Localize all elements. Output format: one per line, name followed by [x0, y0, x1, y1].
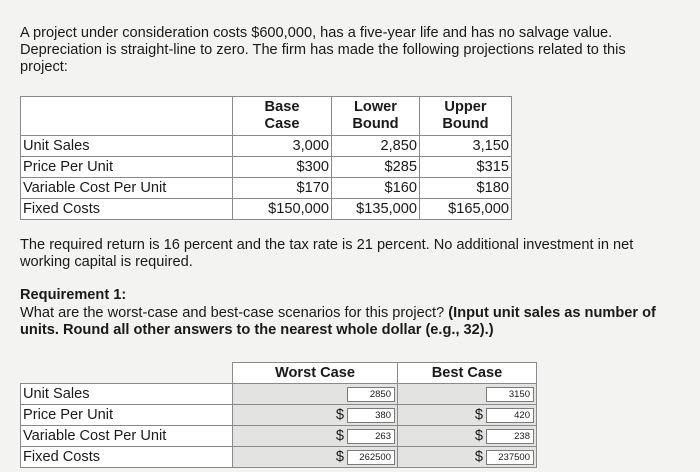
best-fixed-costs-input[interactable]: 237500 [486, 450, 534, 465]
requirement-question [20, 305, 660, 339]
best-unit-sales-input[interactable]: 3150 [486, 387, 534, 402]
currency-symbol: $ [335, 428, 344, 444]
answer-row-label: Fixed Costs [21, 447, 233, 468]
table-row [21, 157, 512, 178]
best-case-cell [398, 405, 537, 426]
currency-symbol: $ [474, 407, 483, 423]
worst-case-cell [233, 447, 398, 468]
header-upper-line1: Upper [444, 99, 487, 115]
best-case-cell [398, 384, 537, 405]
table-row [21, 136, 512, 157]
row-label: Unit Sales [21, 136, 233, 157]
answer-table [20, 362, 537, 468]
best-case-cell [398, 447, 537, 468]
worst-fixed-costs-input[interactable]: 262500 [347, 450, 395, 465]
table-row [21, 426, 537, 447]
base-value: $150,000 [233, 199, 332, 220]
header-upper-bound [420, 97, 512, 136]
projections-header-blank [21, 97, 233, 136]
worst-case-cell [233, 426, 398, 447]
header-lower-bound [332, 97, 420, 136]
header-lower-line1: Lower [354, 99, 397, 115]
worst-price-input[interactable]: 380 [347, 408, 395, 423]
header-base-case [233, 97, 332, 136]
base-value: $300 [233, 157, 332, 178]
requirement-question-text: What are the worst-case and best-case scenarios for this project? [20, 305, 445, 321]
currency-symbol: $ [335, 449, 344, 465]
projections-table [20, 96, 512, 220]
header-base-line1: Base [264, 99, 300, 115]
projections-header-row [21, 97, 512, 136]
lower-value: 2,850 [332, 136, 420, 157]
base-value: $170 [233, 178, 332, 199]
requirement-title: Requirement 1: [20, 287, 127, 303]
worst-case-header: Worst Case [233, 363, 398, 384]
answer-header-blank [21, 363, 233, 384]
header-upper-line2: Bound [442, 116, 489, 132]
best-case-header: Best Case [398, 363, 537, 384]
worst-variable-cost-input[interactable]: 263 [347, 429, 395, 444]
answer-header-row [21, 363, 537, 384]
answer-row-label: Price Per Unit [21, 405, 233, 426]
upper-value: $165,000 [420, 199, 512, 220]
upper-value: $315 [420, 157, 512, 178]
base-value: 3,000 [233, 136, 332, 157]
header-base-line2: Case [264, 116, 300, 132]
worst-case-cell [233, 384, 398, 405]
best-price-input[interactable]: 420 [486, 408, 534, 423]
lower-value: $160 [332, 178, 420, 199]
upper-value: 3,150 [420, 136, 512, 157]
worst-case-cell [233, 405, 398, 426]
requirement-text: The required return is 16 percent and the tax rate is 21 percent. No additional investment in net working capital is required. [20, 237, 634, 270]
currency-symbol: $ [335, 407, 344, 423]
table-row [21, 405, 537, 426]
row-label: Fixed Costs [21, 199, 233, 220]
upper-value: $180 [420, 178, 512, 199]
lower-value: $285 [332, 157, 420, 178]
requirement-instruction: (Input unit sales as number of units. Round all other answers to the nearest whole dollar (e.g., 32).) [20, 305, 656, 338]
table-row [21, 199, 512, 220]
worst-unit-sales-input[interactable]: 2850 [347, 387, 395, 402]
answer-row-label: Unit Sales [21, 384, 233, 405]
currency-symbol: $ [474, 449, 483, 465]
table-row [21, 447, 537, 468]
table-row [21, 384, 537, 405]
answer-row-label: Variable Cost Per Unit [21, 426, 233, 447]
table-row [21, 178, 512, 199]
currency-symbol: $ [474, 428, 483, 444]
best-case-cell [398, 426, 537, 447]
best-variable-cost-input[interactable]: 238 [486, 429, 534, 444]
row-label: Price Per Unit [21, 157, 233, 178]
header-lower-line2: Bound [352, 116, 399, 132]
problem-intro: A project under consideration costs $600,000, has a five-year life and has no salvage value. Depreciation is straight-line to zero. The firm has made the following projections related to this project: [20, 25, 626, 75]
lower-value: $135,000 [332, 199, 420, 220]
row-label: Variable Cost Per Unit [21, 178, 233, 199]
